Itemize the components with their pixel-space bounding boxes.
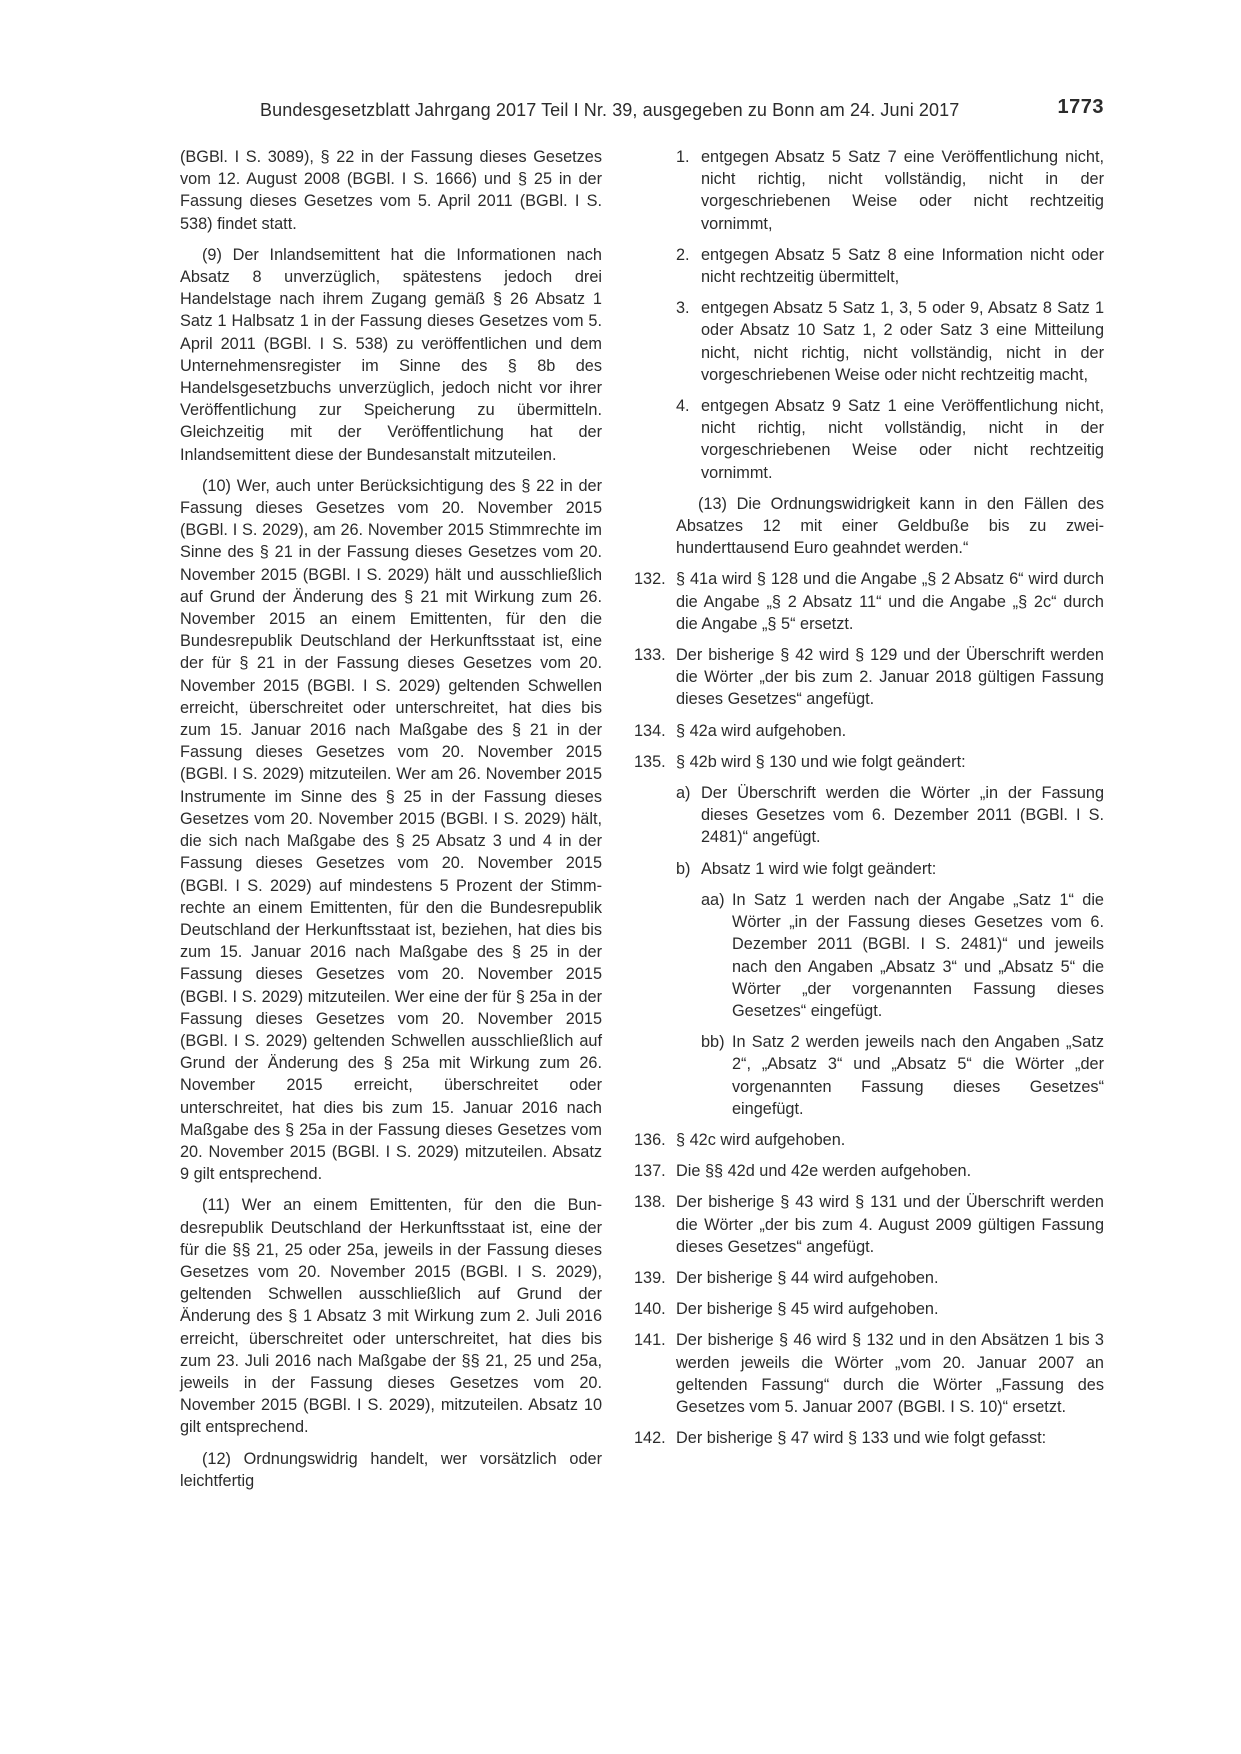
sub-item-letter: a) [676, 784, 691, 803]
sub-sub-item-text: In Satz 1 werden nach der Angabe „Satz 1“ die Wörter „in der Fassung dieses Gesetzes vom 6. Dezember 2011 (BGBl. I S. 2481)“ und jeweils nach den Angaben „Absatz 3“ und „Absatz 5“ die Wörter „der vorgenannten Fassung dieses Gesetzes“ eingefügt. [732, 890, 1104, 1020]
article-item-142 [634, 1427, 1104, 1449]
article-number: 137. [634, 1162, 666, 1181]
article-number: 139. [634, 1268, 666, 1287]
article-number: 136. [634, 1130, 666, 1149]
sub-item-text: Der Überschrift werden die Wörter „in der Fassung dieses Gesetzes vom 6. Dezember 2011 (BGBl. I S. 2481)“ angefügt. [701, 784, 1104, 847]
running-title: Bundesgesetzblatt Jahrgang 2017 Teil I Nr. 39, ausgegeben zu Bonn am 24. Juni 2017 [260, 100, 960, 120]
article-number: 133. [634, 646, 666, 665]
page-number: 1773 [1057, 96, 1104, 118]
article-item-139 [634, 1267, 1104, 1289]
article-text: Der bisherige § 43 wird § 131 und der Überschrift werden die Wörter „der bis zum 4. August 2009 gültigen Fassung dieses Gesetzes“ angefügt. [676, 1193, 1104, 1256]
list-item [676, 395, 1104, 484]
sub-item-a [676, 782, 1104, 849]
item-number: 4. [676, 397, 690, 416]
article-number: 132. [634, 570, 666, 589]
item-text: entgegen Absatz 9 Satz 1 eine Veröffentlichung nicht, nicht richtig, nicht vollständig, nicht in der vorgeschriebenen Weise oder nicht rechtzeitig vornimmt. [701, 397, 1104, 482]
sub-sub-item-text: In Satz 2 werden jeweils nach den Angaben „Satz 2“, „Absatz 3“ und „Absatz 5“ die Wörter „der vorgenannten Fassung dieses Gesetzes“ eingefügt. [732, 1033, 1104, 1118]
article-number: 140. [634, 1300, 666, 1319]
paragraph-13: (13) Die Ordnungswidrigkeit kann in den Fällen des Absatzes 12 mit einer Geldbuße bis zu zweihunderttausend Euro geahndet werden.“ [676, 494, 1104, 558]
item-text: entgegen Absatz 5 Satz 8 eine Information nicht oder nicht rechtzeitig übermittelt, [701, 245, 1104, 287]
list-item [676, 244, 1104, 288]
article-text: Der bisherige § 47 wird § 133 und wie folgt gefasst: [676, 1429, 1047, 1448]
paragraph-11: (11) Wer an einem Emittenten, für den die Bundesrepublik Deutschland der Herkunftsstaat ist, eine der für die §§ 21, 25 oder 25a, jeweils in der Fassung dieses Gesetzes vom 20. November 2015 (BGBl. I S. 2029), geltenden Schwellen ausschließlich auf Grund der Änderung des § 1 Absatz 3 mit Wirkung zum 2. Juli 2016 erreicht, überschreitet oder unterschreitet, hat dies bis zum 23. Juli 2016 nach Maßgabe der §§ 21, 25 und 25a, jeweils in der Fassung dieses Gesetzes vom 20. November 2015 (BGBl. I S. 2029), mitzuteilen. Absatz 10 gilt entsprechend. [180, 1196, 602, 1437]
article-text: § 42b wird § 130 und wie folgt geändert: [676, 752, 966, 771]
article-item-133 [634, 644, 1104, 711]
paragraph-10: (10) Wer, auch unter Berücksichtigung des § 22 in der Fassung dieses Gesetzes vom 20. November 2015 (BGBl. I S. 2029), am 26. November 2015 Stimmrechte im Sinne des § 21 in der Fassung dieses Gesetzes vom 20. November 2015 (BGBl. I S. 2029) hält und ausschließlich auf Grund der Änderung des § 21 mit Wirkung zum 26. November 2015 an einem Emittenten, für den die Bundesrepublik Deutschland der Herkunftsstaat ist, eine der für § 21 in der Fassung dieses Gesetzes vom 20. November 2015 (BGBl. I S. 2029) geltenden Schwellen erreicht, überschreitet oder unterschreitet, hat dies bis zum 15. Januar 2016 nach Maßgabe des § 21 in der Fassung dieses Gesetzes vom 20. November 2015 (BGBl. I S. 2029) mitzuteilen. Wer am 26. November 2015 Instrumente im Sinne des § 25 in der Fassung dieses Gesetzes vom 20. November 2015 (BGBl. I S. 2029) hält, die sich nach Maßgabe des § 25 Absatz 3 und 4 in der Fassung dieses Gesetzes vom 20. November 2015 (BGBl. I S. 2029) auf mindestens 5 Prozent der Stimmrechte an einem Emittenten, für den die Bundesrepublik Deutschland der Herkunftsstaat ist, beziehen, hat dies bis zum 15. Januar 2016 nach Maßgabe des § 25 in der Fassung dieses Gesetzes vom 20. November 2015 (BGBl. I S. 2029) mitzuteilen. Wer eine der für § 25a in der Fassung dieses Gesetzes vom 20. November 2015 (BGBl. I S. 2029) geltenden Schwellen ausschließlich auf Grund der Änderung des § 25a mit Wirkung zum 26. November 2015 erreicht, überschreitet oder unterschreitet, hat dies bis zum 15. Januar 2016 nach Maßgabe des § 25a in der Fassung dieses Gesetzes vom 20. November 2015 (BGBl. I S. 2029) mitzuteilen. Absatz 9 gilt entsprechend. [180, 476, 602, 1184]
article-item-137 [634, 1160, 1104, 1182]
paragraph-12: (12) Ordnungswidrig handelt, wer vorsätzlich oder leichtfertig [180, 1449, 602, 1490]
sub-item-text: Absatz 1 wird wie folgt geändert: [701, 859, 937, 878]
item-number: 3. [676, 299, 690, 318]
article-number: 142. [634, 1429, 666, 1448]
article-text: § 42a wird aufgehoben. [676, 721, 847, 740]
article-number: 138. [634, 1193, 666, 1212]
sub-sub-item-letter: bb) [701, 1033, 725, 1052]
article-item-132 [634, 568, 1104, 635]
list-item [676, 146, 1104, 235]
article-item-134 [634, 720, 1104, 742]
article-text: Der bisherige § 46 wird § 132 und in den Absätzen 1 bis 3 werden jeweils die Wörter „vom 20. Januar 2007 an geltenden Fassung“ durch die Wörter „Fassung des Gesetzes vom 5. Januar 2007 (BGBl. I S. 10)“ ersetzt. [676, 1331, 1104, 1416]
sub-sub-item-bb [701, 1031, 1104, 1120]
article-item-135 [634, 751, 1104, 773]
article-number: 141. [634, 1331, 666, 1350]
sub-item-b [676, 858, 1104, 880]
article-text: Der bisherige § 42 wird § 129 und der Überschrift werden die Wörter „der bis zum 2. Januar 2018 gültigen Fassung dieses Gesetzes“ angefügt. [676, 646, 1104, 709]
article-text: Der bisherige § 44 wird aufgehoben. [676, 1268, 939, 1287]
page-header [180, 96, 1104, 126]
article-item-140 [634, 1298, 1104, 1320]
article-number: 134. [634, 721, 666, 740]
item-text: entgegen Absatz 5 Satz 1, 3, 5 oder 9, Absatz 8 Satz 1 oder Absatz 10 Satz 1, 2 oder Satz 3 eine Mitteilung nicht, nicht richtig, nicht vollständig, nicht in der vorgeschriebenen Weise oder nicht rechtzeitig macht, [701, 299, 1104, 384]
article-text: § 41a wird § 128 und die Angabe „§ 2 Absatz 6“ wird durch die Angabe „§ 2 Absatz 11“ und die Angabe „§ 2c“ durch die Angabe „§ 5“ ersetzt. [676, 570, 1104, 633]
article-text: Die §§ 42d und 42e werden aufgehoben. [676, 1162, 972, 1181]
item-text: entgegen Absatz 5 Satz 7 eine Veröffentlichung nicht, nicht richtig, nicht vollständig, nicht in der vorgeschriebenen Weise oder nicht rechtzeitig vornimmt, [701, 148, 1104, 233]
article-item-138 [634, 1191, 1104, 1258]
sub-sub-item-letter: aa) [701, 890, 725, 909]
left-column [180, 146, 602, 1501]
article-text: § 42c wird aufgehoben. [676, 1130, 846, 1149]
item-number: 2. [676, 245, 690, 264]
sub-sub-item-aa [701, 889, 1104, 1022]
list-item [676, 297, 1104, 386]
paragraph-9: (9) Der Inlandsemittent hat die Informationen nach Absatz 8 unverzüglich, spätestens jedoch drei Handelstage nach ihrem Zugang gemäß § 26 Absatz 1 Satz 1 Halbsatz 1 in der Fassung dieses Gesetzes vom 5. April 2011 (BGBl. I S. 538) zu veröffentlichen und dem Unternehmensregister im Sinne des § 8b des Handelsgesetzbuchs unverzüglich, jedoch nicht vor ihrer Veröffentlichung zur Speicherung zu übermitteln. Gleichzeitig mit der Veröffentlichung hat der Inlandsemittent diese der Bundesanstalt mitzuteilen. [180, 245, 602, 464]
article-item-141 [634, 1329, 1104, 1418]
article-text: Der bisherige § 45 wird aufgehoben. [676, 1300, 939, 1319]
continuation-paragraph: (BGBl. I S. 3089), § 22 in der Fassung dieses Gesetzes vom 12. August 2008 (BGBl. I S. 1666) und § 25 in der Fassung dieses Gesetzes vom 5. April 2011 (BGBl. I S. 538) findet statt. [180, 148, 602, 233]
right-column [634, 146, 1104, 1458]
sub-item-letter: b) [676, 859, 691, 878]
article-number: 135. [634, 752, 666, 771]
item-number: 1. [676, 148, 690, 166]
article-item-136 [634, 1129, 1104, 1151]
